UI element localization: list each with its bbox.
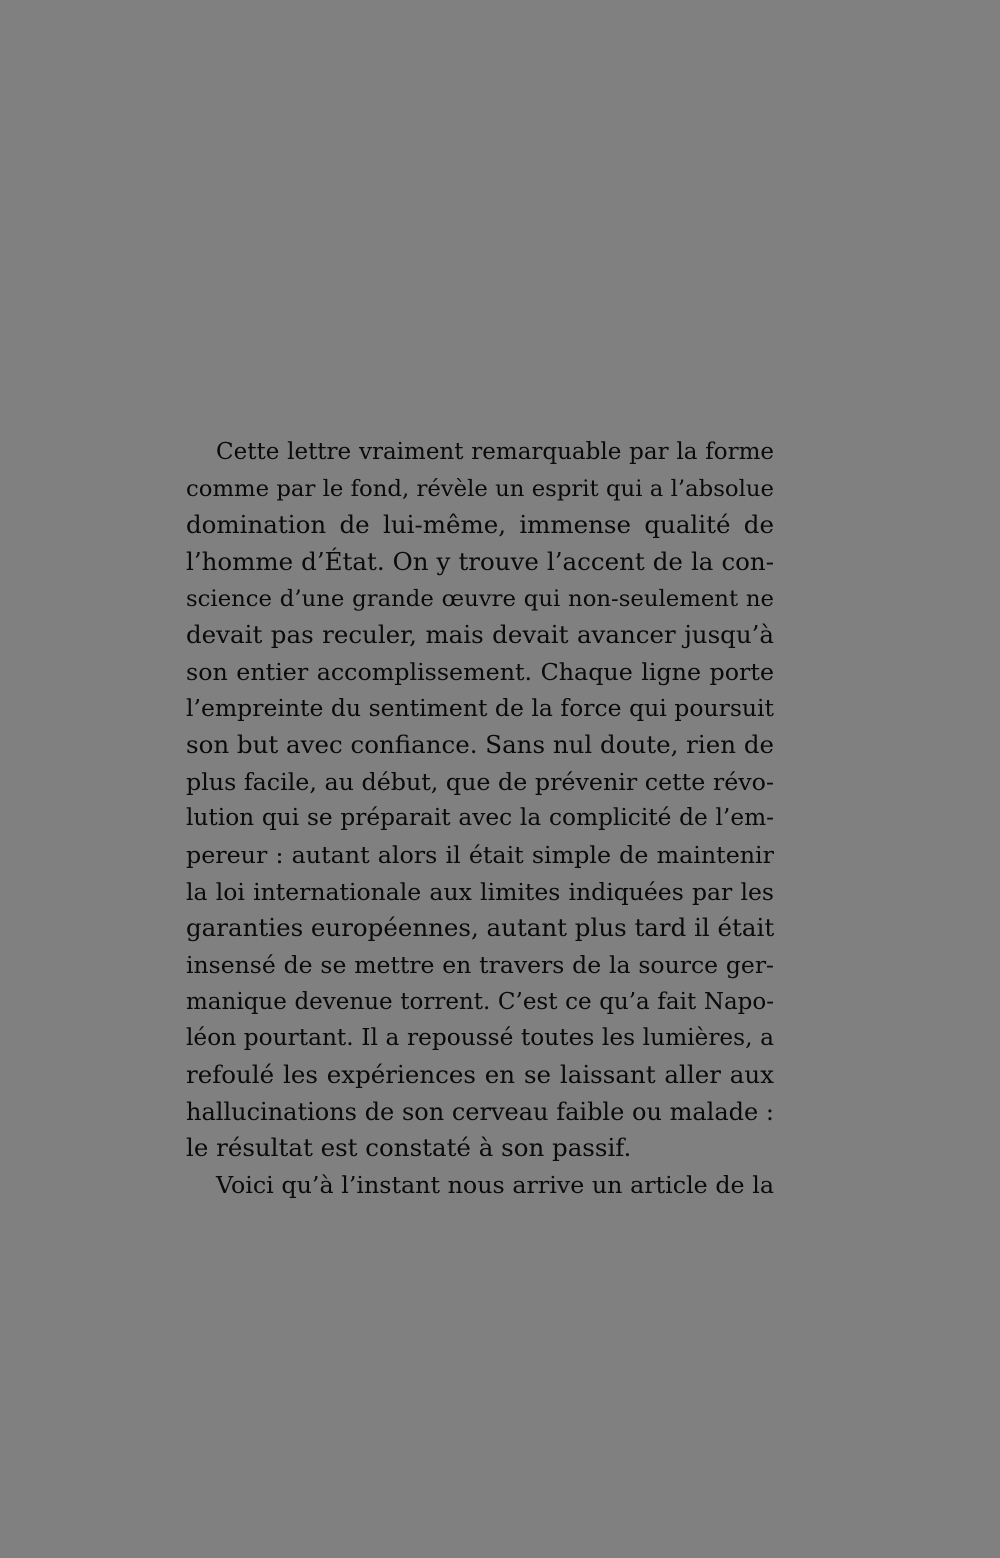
text-line: la loi internationale aux limites indiquées par les: [186, 877, 774, 906]
text-line: le résultat est constaté à son passif.: [186, 1133, 632, 1163]
text-line: son but avec confiance. Sans nul doute, rien de: [186, 730, 774, 760]
text-line: son entier accomplissement. Chaque ligne porte: [186, 657, 774, 686]
text-line: comme par le fond, révèle un esprit qui a l’absolue: [186, 475, 774, 502]
paragraph-1: [186, 434, 774, 1167]
body-text: [186, 434, 774, 1203]
text-line: Cette lettre vraiment remarquable par la forme: [216, 439, 774, 465]
text-line: l’empreinte du sentiment de la force qui poursuit: [186, 694, 774, 723]
text-line: hallucinations de son cerveau faible ou malade :: [186, 1097, 774, 1126]
text-line: domination de lui-même, immense qualité de: [186, 510, 774, 540]
text-line: l’homme d’État. On y trouve l’accent de la con-: [186, 546, 774, 576]
text-line: refoulé les expériences en se laissant aller aux: [186, 1059, 774, 1089]
text-line: Voici qu’à l’instant nous arrive un article de la: [216, 1170, 774, 1199]
text-line: léon pourtant. Il a repoussé toutes les lumières, a: [186, 1024, 774, 1052]
paragraph-2: [186, 1167, 774, 1204]
text-line: plus facile, au début, que de prévenir cette révo-: [186, 767, 774, 796]
text-line: manique devenue torrent. C’est ce qu’a fait Napo-: [186, 988, 774, 1015]
text-line: garanties européennes, autant plus tard il était: [186, 913, 775, 943]
text-line: insensé de se mettre en travers de la source ger-: [186, 950, 774, 979]
text-line: pereur : autant alors il était simple de maintenir: [186, 841, 774, 870]
text-line: science d’une grande œuvre qui non-seulement ne: [186, 585, 774, 612]
text-line: lution qui se préparait avec la complicité de l’em-: [186, 804, 774, 832]
text-line: devait pas reculer, mais devait avancer jusqu’à: [186, 620, 774, 650]
